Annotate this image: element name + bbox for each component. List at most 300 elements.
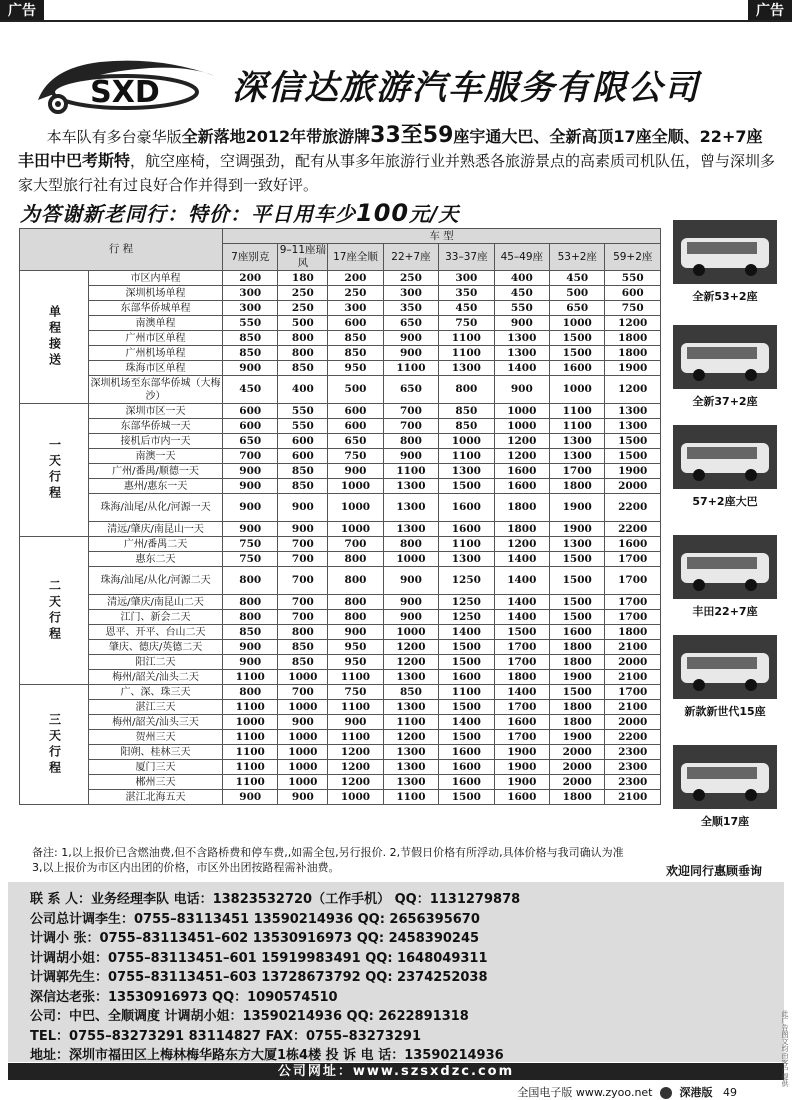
price-cell: 1900 (494, 760, 549, 775)
price-cell: 1700 (605, 685, 661, 700)
price-cell: 850 (328, 331, 383, 346)
price-cell: 1400 (439, 625, 494, 640)
vehicle-caption: 57+2座大巴 (692, 495, 758, 508)
vehicle-photo-icon (673, 535, 777, 599)
price-cell: 1700 (605, 595, 661, 610)
price-cell: 1600 (439, 745, 494, 760)
group-label: 二天行程 (20, 537, 89, 685)
price-cell: 850 (223, 331, 278, 346)
price-cell: 2100 (605, 640, 661, 655)
remark-2: 3,以上报价为市区内出团的价格，市区外出团按路程需补油费。 (32, 861, 340, 874)
price-cell: 1700 (605, 610, 661, 625)
price-cell: 850 (383, 685, 438, 700)
price-cell: 1300 (494, 346, 549, 361)
price-cell: 900 (223, 479, 278, 494)
price-cell: 1100 (550, 419, 605, 434)
price-cell: 450 (550, 271, 605, 286)
price-cell: 900 (328, 715, 383, 730)
price-cell: 600 (278, 434, 328, 449)
company-logo (30, 48, 220, 118)
route-name: 广州市区单程 (89, 331, 223, 346)
price-cell: 600 (605, 286, 661, 301)
contact-line: 计调小 张：0755–83113451–602 13530916973 QQ: 2458390245 (30, 931, 480, 946)
price-cell: 1000 (278, 700, 328, 715)
price-cell: 1400 (494, 361, 549, 376)
price-cell: 1300 (550, 449, 605, 464)
price-cell: 350 (439, 286, 494, 301)
price-cell: 900 (278, 494, 328, 522)
promo-line (20, 198, 459, 227)
price-cell: 1700 (494, 655, 549, 670)
route-name: 广州/番禺/顺德一天 (89, 464, 223, 479)
price-cell: 1600 (550, 625, 605, 640)
price-cell: 250 (278, 286, 328, 301)
price-cell: 1300 (383, 760, 438, 775)
price-cell: 1000 (223, 715, 278, 730)
col-header: 59+2座 (605, 244, 661, 271)
price-cell: 800 (383, 537, 438, 552)
table-row (20, 301, 661, 316)
price-cell: 1900 (605, 464, 661, 479)
price-cell: 900 (278, 790, 328, 805)
vehicle-card (670, 745, 780, 829)
price-cell: 550 (223, 316, 278, 331)
price-cell: 300 (439, 271, 494, 286)
price-cell: 1600 (494, 715, 549, 730)
price-cell: 1500 (550, 595, 605, 610)
price-cell: 1300 (494, 331, 549, 346)
table-row (20, 316, 661, 331)
price-cell: 2100 (605, 700, 661, 715)
price-cell: 2200 (605, 730, 661, 745)
price-cell: 800 (278, 625, 328, 640)
price-cell: 1800 (494, 522, 549, 537)
table-row (20, 376, 661, 404)
price-cell: 750 (223, 552, 278, 567)
price-cell: 200 (223, 271, 278, 286)
price-cell: 1200 (605, 376, 661, 404)
price-cell: 1600 (439, 775, 494, 790)
vehicle-caption: 新款新世代15座 (684, 705, 766, 718)
price-cell: 1300 (383, 494, 438, 522)
table-row (20, 449, 661, 464)
table-row (20, 522, 661, 537)
price-cell: 1800 (494, 494, 549, 522)
price-cell: 1600 (494, 790, 549, 805)
price-cell: 1600 (439, 670, 494, 685)
col-header: 7座别克 (223, 244, 278, 271)
price-cell: 750 (328, 449, 383, 464)
route-name: 惠东二天 (89, 552, 223, 567)
price-cell: 900 (278, 715, 328, 730)
price-cell: 180 (278, 271, 328, 286)
price-cell: 1600 (494, 464, 549, 479)
price-cell: 1200 (494, 449, 549, 464)
price-cell: 1300 (383, 522, 438, 537)
price-cell: 1200 (383, 655, 438, 670)
price-cell: 900 (383, 567, 438, 595)
col-header: 33–37座 (439, 244, 494, 271)
price-cell: 850 (328, 346, 383, 361)
price-cell: 850 (223, 346, 278, 361)
table-row (20, 655, 661, 670)
intro-paragraph (18, 124, 778, 197)
price-cell: 1000 (278, 670, 328, 685)
price-cell: 850 (439, 404, 494, 419)
price-cell: 1700 (605, 567, 661, 595)
price-cell: 1800 (550, 479, 605, 494)
price-cell: 800 (223, 685, 278, 700)
price-cell: 500 (278, 316, 328, 331)
price-cell: 800 (278, 331, 328, 346)
price-cell: 800 (328, 552, 383, 567)
logo-text: SXD (90, 75, 160, 110)
price-cell: 850 (278, 464, 328, 479)
contact-line: 公司总计调李生：0755–83113451 13590214936 QQ: 2656395670 (30, 911, 480, 927)
price-cell: 1500 (439, 479, 494, 494)
price-cell: 1100 (223, 700, 278, 715)
price-cell: 1800 (605, 331, 661, 346)
price-cell: 2000 (550, 775, 605, 790)
price-cell: 600 (223, 419, 278, 434)
route-name: 梅州/韶关/汕头三天 (89, 715, 223, 730)
vehicle-card (670, 635, 780, 719)
route-name: 南澳一天 (89, 449, 223, 464)
price-cell: 300 (223, 286, 278, 301)
price-cell: 1200 (328, 760, 383, 775)
table-row (20, 479, 661, 494)
price-cell: 1100 (383, 464, 438, 479)
col-header: 45–49座 (494, 244, 549, 271)
contact-line: TEL：0755–83273291 83114827 FAX：0755–83273291 (30, 1028, 422, 1044)
price-cell: 1400 (494, 595, 549, 610)
vehicle-photo-icon (673, 745, 777, 809)
price-cell: 1000 (328, 494, 383, 522)
price-cell: 1200 (383, 640, 438, 655)
price-cell: 1800 (550, 700, 605, 715)
price-cell: 1000 (383, 552, 438, 567)
price-cell: 1100 (223, 670, 278, 685)
price-cell: 450 (223, 376, 278, 404)
website-banner[interactable]: 公司网址：www.szsxdzc.com (8, 1063, 784, 1080)
price-cell: 1900 (550, 494, 605, 522)
footer-page: 49 (723, 1086, 737, 1099)
price-cell: 750 (223, 537, 278, 552)
price-cell: 2100 (605, 670, 661, 685)
price-cell: 1800 (605, 346, 661, 361)
price-cell: 700 (278, 685, 328, 700)
price-cell: 1250 (439, 610, 494, 625)
intro-text-4: 座宇通大巴、全新高顶17座全顺、22+7座丰田中巴考斯特 (18, 127, 763, 170)
price-cell: 300 (223, 301, 278, 316)
price-cell: 2300 (605, 745, 661, 760)
price-cell: 700 (278, 610, 328, 625)
price-cell: 250 (328, 286, 383, 301)
price-cell: 650 (328, 434, 383, 449)
col-header: 17座全顺 (328, 244, 383, 271)
price-cell: 900 (223, 522, 278, 537)
price-cell: 1100 (439, 537, 494, 552)
price-cell: 1300 (550, 537, 605, 552)
price-cell: 750 (605, 301, 661, 316)
price-cell: 600 (328, 404, 383, 419)
price-cell: 1500 (439, 790, 494, 805)
route-name: 肇庆、德庆/英德二天 (89, 640, 223, 655)
header-vehicle: 车 型 (223, 229, 661, 244)
price-cell: 600 (278, 449, 328, 464)
price-cell: 800 (223, 567, 278, 595)
price-cell: 800 (278, 346, 328, 361)
price-cell: 1100 (383, 361, 438, 376)
price-cell: 600 (328, 316, 383, 331)
price-cell: 1300 (383, 479, 438, 494)
remark-1: 备注: 1,以上报价已含燃油费,但不含路桥费和停车费,,如需全包,另行报价. 2,节假日价格有所浮动,具体价格与我司确认为准 (32, 846, 624, 859)
price-cell: 1100 (383, 715, 438, 730)
price-cell: 1600 (494, 479, 549, 494)
price-cell: 1400 (494, 567, 549, 595)
route-name: 深圳机场单程 (89, 286, 223, 301)
route-name: 珠海/汕尾/从化/河源一天 (89, 494, 223, 522)
price-cell: 900 (223, 790, 278, 805)
price-cell: 1200 (383, 730, 438, 745)
price-cell: 1600 (439, 522, 494, 537)
table-row (20, 670, 661, 685)
group-label: 一天行程 (20, 404, 89, 537)
table-row (20, 625, 661, 640)
contact-line: 公司：中巴、全顺调度 计调胡小姐：13590214936 QQ: 2622891318 (30, 1009, 469, 1024)
price-cell: 850 (278, 361, 328, 376)
price-cell: 1300 (550, 434, 605, 449)
col-header: 22+7座 (383, 244, 438, 271)
price-cell: 1250 (439, 595, 494, 610)
price-cell: 1900 (605, 361, 661, 376)
price-cell: 1100 (223, 775, 278, 790)
price-cell: 1100 (223, 730, 278, 745)
price-cell: 1500 (439, 730, 494, 745)
route-name: 东部华侨城单程 (89, 301, 223, 316)
price-cell: 1500 (550, 567, 605, 595)
price-cell: 1300 (439, 361, 494, 376)
table-row (20, 271, 661, 286)
vehicle-caption: 全新53+2座 (692, 290, 758, 303)
price-cell: 1700 (494, 700, 549, 715)
price-cell: 250 (383, 271, 438, 286)
table-row (20, 331, 661, 346)
table-row (20, 730, 661, 745)
table-row (20, 640, 661, 655)
route-name: 厦门三天 (89, 760, 223, 775)
price-cell: 900 (223, 361, 278, 376)
price-cell: 400 (494, 271, 549, 286)
table-row (20, 567, 661, 595)
table-row (20, 434, 661, 449)
price-cell: 300 (383, 286, 438, 301)
table-row (20, 552, 661, 567)
price-cell: 2200 (605, 494, 661, 522)
price-cell: 1500 (550, 685, 605, 700)
price-cell: 1100 (328, 730, 383, 745)
price-cell: 1800 (550, 655, 605, 670)
contact-line: 联 系 人：业务经理李队 电话：13823532720（工作手机） QQ：1131279878 (30, 892, 521, 907)
price-cell: 1100 (439, 685, 494, 700)
intro-seats: 33至59 (370, 123, 454, 148)
vehicle-card (670, 325, 780, 409)
price-cell: 1500 (494, 625, 549, 640)
price-cell: 1300 (383, 775, 438, 790)
price-cell: 1600 (550, 361, 605, 376)
price-cell: 1700 (550, 464, 605, 479)
promo-price: 100 (356, 199, 410, 227)
price-cell: 2300 (605, 760, 661, 775)
price-cell: 1100 (439, 346, 494, 361)
header-route: 行 程 (20, 229, 223, 271)
price-cell: 1800 (605, 625, 661, 640)
price-cell: 700 (278, 552, 328, 567)
route-name: 深圳机场至东部华侨城（大梅沙） (89, 376, 223, 404)
intro-text-5: ，航空座椅，空调强劲，配有从事多年旅游行业并熟悉各旅游景点的高素质司机队伍，曾与深圳多家大型旅行社有过良好合作并得到一致好评。 (18, 152, 776, 194)
contact-line: 深信达老张：13530916973 QQ：1090574510 (30, 989, 338, 1005)
price-cell: 1250 (439, 567, 494, 595)
price-cell: 800 (223, 610, 278, 625)
price-cell: 800 (328, 610, 383, 625)
intro-text-1: 本车队有多台豪华版 (46, 128, 182, 146)
price-cell: 500 (550, 286, 605, 301)
price-cell: 1300 (439, 464, 494, 479)
price-cell: 1100 (328, 670, 383, 685)
price-cell: 900 (494, 376, 549, 404)
vehicle-caption: 丰田22+7座 (692, 605, 758, 618)
route-name: 恩平、开平、台山二天 (89, 625, 223, 640)
route-name: 湛江三天 (89, 700, 223, 715)
price-cell: 650 (383, 376, 438, 404)
price-cell: 1400 (439, 715, 494, 730)
route-name: 珠海市区单程 (89, 361, 223, 376)
price-cell: 900 (328, 464, 383, 479)
price-cell: 900 (223, 464, 278, 479)
vehicle-card (670, 425, 780, 509)
col-header: 53+2座 (550, 244, 605, 271)
route-name: 东部华侨城一天 (89, 419, 223, 434)
route-name: 郴州三天 (89, 775, 223, 790)
price-cell: 700 (278, 537, 328, 552)
route-name: 江门、新会二天 (89, 610, 223, 625)
vehicle-photo-icon (673, 325, 777, 389)
price-cell: 1200 (605, 316, 661, 331)
price-cell: 600 (328, 419, 383, 434)
price-cell: 1100 (550, 404, 605, 419)
price-cell: 1800 (494, 670, 549, 685)
vehicle-caption: 全顺17座 (700, 815, 750, 828)
ad-label-right: 广告 (748, 0, 792, 22)
price-cell: 1100 (328, 700, 383, 715)
price-cell: 850 (278, 640, 328, 655)
price-cell: 2100 (605, 790, 661, 805)
route-name: 广州/番禺二天 (89, 537, 223, 552)
price-cell: 900 (494, 316, 549, 331)
price-cell: 850 (223, 625, 278, 640)
price-cell: 900 (383, 610, 438, 625)
footer-edition: 全国电子版 www.zyoo.net (517, 1086, 653, 1099)
route-name: 惠州/惠东一天 (89, 479, 223, 494)
route-name: 珠海/汕尾/从化/河源二天 (89, 567, 223, 595)
table-row (20, 464, 661, 479)
price-cell: 1000 (278, 745, 328, 760)
route-name: 湛江北海五天 (89, 790, 223, 805)
price-cell: 1900 (550, 522, 605, 537)
price-cell: 1500 (550, 331, 605, 346)
contact-panel (8, 882, 784, 1062)
price-cell: 2000 (550, 760, 605, 775)
price-cell: 550 (278, 419, 328, 434)
price-cell: 1500 (439, 700, 494, 715)
price-cell: 1500 (439, 640, 494, 655)
price-cell: 900 (383, 331, 438, 346)
price-cell: 1000 (494, 404, 549, 419)
price-cell: 2000 (605, 479, 661, 494)
price-cell: 550 (605, 271, 661, 286)
price-cell: 1000 (383, 625, 438, 640)
price-cell: 1300 (439, 552, 494, 567)
price-cell: 700 (223, 449, 278, 464)
price-cell: 900 (383, 346, 438, 361)
group-label: 三天行程 (20, 685, 89, 805)
price-cell: 1500 (550, 610, 605, 625)
price-cell: 1000 (328, 522, 383, 537)
table-row (20, 595, 661, 610)
page-footer (517, 1084, 737, 1100)
price-cell: 1300 (383, 670, 438, 685)
price-cell: 1800 (550, 640, 605, 655)
price-cell: 250 (278, 301, 328, 316)
footer-region: 深港版 (679, 1086, 713, 1099)
route-name: 南澳单程 (89, 316, 223, 331)
price-table (19, 228, 661, 805)
table-row (20, 745, 661, 760)
table-row (20, 760, 661, 775)
price-cell: 450 (494, 286, 549, 301)
col-header: 9–11座瑞风 (279, 244, 327, 269)
price-cell: 900 (383, 449, 438, 464)
route-name: 清远/肇庆/南昆山一天 (89, 522, 223, 537)
table-row (20, 494, 661, 522)
price-cell: 650 (383, 316, 438, 331)
table-row (20, 404, 661, 419)
price-cell: 1100 (223, 760, 278, 775)
price-cell: 400 (278, 376, 328, 404)
route-name: 阳江二天 (89, 655, 223, 670)
table-row (20, 346, 661, 361)
price-cell: 1900 (550, 730, 605, 745)
price-cell: 1600 (439, 494, 494, 522)
vehicle-card (670, 220, 780, 304)
price-cell: 800 (439, 376, 494, 404)
price-cell: 900 (223, 640, 278, 655)
price-cell: 600 (223, 404, 278, 419)
price-cell: 900 (278, 522, 328, 537)
price-cell: 850 (278, 479, 328, 494)
route-name: 市区内单程 (89, 271, 223, 286)
price-cell: 500 (328, 376, 383, 404)
price-cell: 1500 (550, 346, 605, 361)
table-row (20, 715, 661, 730)
price-cell: 1100 (439, 331, 494, 346)
price-cell: 1500 (605, 449, 661, 464)
price-cell: 1800 (550, 790, 605, 805)
intro-text-2: 全新落地2012年带旅游牌 (181, 127, 371, 146)
contact-line: 计调胡小姐：0755–83113451–601 15919983491 QQ: 1648049311 (30, 950, 488, 966)
promo-text: 为答谢新老同行：特价：平日用车少 (20, 202, 356, 226)
price-cell: 700 (328, 537, 383, 552)
